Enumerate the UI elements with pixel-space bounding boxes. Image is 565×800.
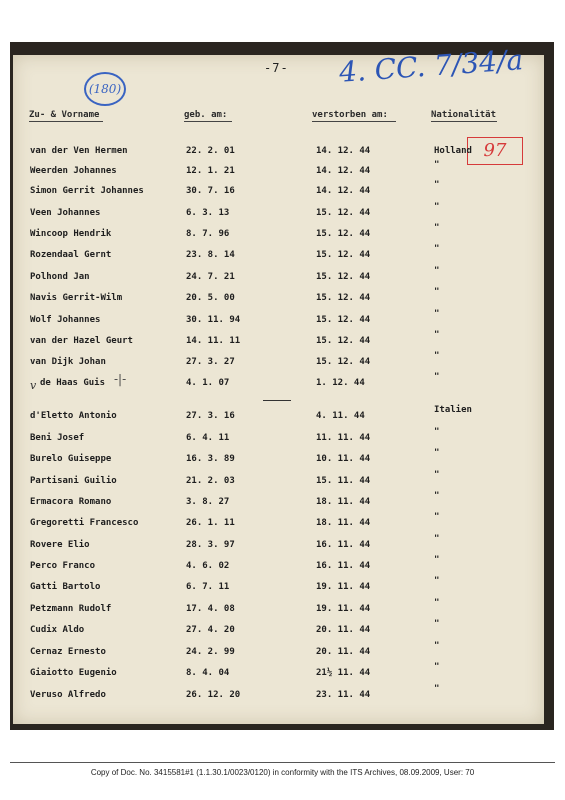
died-cell: 19. 11. 44 bbox=[316, 582, 371, 592]
died-cell: 15. 12. 44 bbox=[316, 293, 371, 303]
nationality-cell: " bbox=[434, 470, 440, 480]
died-cell: 15. 12. 44 bbox=[316, 336, 371, 346]
nationality-cell: " bbox=[434, 555, 440, 565]
name-cell: Cudix Aldo bbox=[30, 625, 85, 635]
name-cell: Gregoretti Francesco bbox=[30, 518, 139, 528]
name-cell: Giaiotto Eugenio bbox=[30, 668, 117, 678]
name-cell: Cernaz Ernesto bbox=[30, 647, 106, 657]
handwritten-archive-reference: 4. CC. 7/34/a bbox=[338, 43, 525, 89]
born-cell: 27. 4. 20 bbox=[186, 625, 235, 635]
died-cell: 10. 11. 44 bbox=[316, 454, 371, 464]
name-cell: Navis Gerrit-Wilm bbox=[30, 293, 123, 303]
died-cell: 15. 12. 44 bbox=[316, 272, 371, 282]
born-cell: 6. 7. 11 bbox=[186, 582, 230, 592]
name-cell: Perco Franco bbox=[30, 561, 96, 571]
name-cell: Beni Josef bbox=[30, 433, 85, 443]
section-divider bbox=[263, 400, 291, 401]
nationality-cell: " bbox=[434, 372, 440, 382]
name-cell: van der Hazel Geurt bbox=[30, 336, 133, 346]
died-cell: 15. 12. 44 bbox=[316, 357, 371, 367]
nationality-cell: " bbox=[434, 448, 440, 458]
name-cell: Petzmann Rudolf bbox=[30, 604, 112, 614]
born-cell: 26. 1. 11 bbox=[186, 518, 235, 528]
name-cell: Veen Johannes bbox=[30, 208, 101, 218]
nationality-cell: " bbox=[434, 180, 440, 190]
died-cell: 16. 11. 44 bbox=[316, 561, 371, 571]
born-cell: 8. 7. 96 bbox=[186, 229, 230, 239]
born-cell: 20. 5. 00 bbox=[186, 293, 235, 303]
born-cell: 26. 12. 20 bbox=[186, 690, 241, 700]
born-cell: 27. 3. 16 bbox=[186, 411, 235, 421]
born-cell: 23. 8. 14 bbox=[186, 250, 235, 260]
nationality-cell: " bbox=[434, 244, 440, 254]
name-cell: van Dijk Johan bbox=[30, 357, 106, 367]
name-cell: Wincoop Hendrik bbox=[30, 229, 112, 239]
nationality-cell: " bbox=[434, 330, 440, 340]
died-cell: 1. 12. 44 bbox=[316, 378, 365, 388]
nationality-cell: " bbox=[434, 287, 440, 297]
died-cell: 14. 12. 44 bbox=[316, 146, 371, 156]
born-cell: 24. 2. 99 bbox=[186, 647, 235, 657]
nationality-cell: Holland bbox=[434, 146, 472, 156]
header-nationality: Nationalität bbox=[431, 110, 497, 120]
born-cell: 16. 3. 89 bbox=[186, 454, 235, 464]
name-cell: van der Ven Hermen bbox=[30, 146, 128, 156]
name-cell: d'Eletto Antonio bbox=[30, 411, 117, 421]
margin-tick: -|- bbox=[114, 372, 127, 386]
name-cell: Simon Gerrit Johannes bbox=[30, 186, 144, 196]
nationality-cell: Italien bbox=[434, 405, 472, 415]
born-cell: 6. 4. 11 bbox=[186, 433, 230, 443]
died-cell: 15. 12. 44 bbox=[316, 208, 371, 218]
died-cell: 15. 12. 44 bbox=[316, 250, 371, 260]
nationality-cell: " bbox=[434, 351, 440, 361]
born-cell: 14. 11. 11 bbox=[186, 336, 241, 346]
born-cell: 12. 1. 21 bbox=[186, 166, 235, 176]
name-cell: Ermacora Romano bbox=[30, 497, 112, 507]
name-cell: Partisani Guilio bbox=[30, 476, 117, 486]
name-cell: Weerden Johannes bbox=[30, 166, 117, 176]
circled-number: (180) bbox=[84, 72, 126, 106]
born-cell: 22. 2. 01 bbox=[186, 146, 235, 156]
died-cell: 21½ 11. 44 bbox=[316, 668, 371, 678]
born-cell: 3. 8. 27 bbox=[186, 497, 230, 507]
page-number: -7- bbox=[264, 61, 289, 75]
margin-mark: v bbox=[30, 379, 37, 392]
died-cell: 11. 11. 44 bbox=[316, 433, 371, 443]
header-died: verstorben am: bbox=[312, 110, 388, 120]
born-cell: 4. 6. 02 bbox=[186, 561, 230, 571]
died-cell: 16. 11. 44 bbox=[316, 540, 371, 550]
nationality-cell: " bbox=[434, 266, 440, 276]
born-cell: 8. 4. 04 bbox=[186, 668, 230, 678]
born-cell: 17. 4. 08 bbox=[186, 604, 235, 614]
died-cell: 23. 11. 44 bbox=[316, 690, 371, 700]
footer-rule bbox=[10, 762, 555, 763]
red-box-number: 97 bbox=[467, 137, 523, 165]
name-cell: Gatti Bartolo bbox=[30, 582, 101, 592]
name-cell: Polhond Jan bbox=[30, 272, 90, 282]
nationality-cell: " bbox=[434, 662, 440, 672]
nationality-cell: " bbox=[434, 598, 440, 608]
name-cell: Rozendaal Gernt bbox=[30, 250, 112, 260]
nationality-cell: " bbox=[434, 160, 440, 170]
born-cell: 6. 3. 13 bbox=[186, 208, 230, 218]
nationality-cell: " bbox=[434, 223, 440, 233]
born-cell: 21. 2. 03 bbox=[186, 476, 235, 486]
died-cell: 19. 11. 44 bbox=[316, 604, 371, 614]
nationality-cell: " bbox=[434, 309, 440, 319]
name-cell: Veruso Alfredo bbox=[30, 690, 106, 700]
born-cell: 4. 1. 07 bbox=[186, 378, 230, 388]
born-cell: 30. 7. 16 bbox=[186, 186, 235, 196]
born-cell: 30. 11. 94 bbox=[186, 315, 241, 325]
born-cell: 28. 3. 97 bbox=[186, 540, 235, 550]
died-cell: 20. 11. 44 bbox=[316, 625, 371, 635]
died-cell: 18. 11. 44 bbox=[316, 518, 371, 528]
nationality-cell: " bbox=[434, 427, 440, 437]
name-cell: de Haas Guis bbox=[40, 378, 106, 388]
died-cell: 20. 11. 44 bbox=[316, 647, 371, 657]
nationality-cell: " bbox=[434, 491, 440, 501]
footer-text: Copy of Doc. No. 3415581#1 (1.1.30.1/0023/0120) in conformity with the ITS Archives, 08.09.2009, User: 70 bbox=[90, 768, 475, 777]
died-cell: 14. 12. 44 bbox=[316, 186, 371, 196]
nationality-cell: " bbox=[434, 512, 440, 522]
nationality-cell: " bbox=[434, 619, 440, 629]
header-born: geb. am: bbox=[184, 110, 228, 120]
nationality-cell: " bbox=[434, 202, 440, 212]
nationality-cell: " bbox=[434, 684, 440, 694]
born-cell: 27. 3. 27 bbox=[186, 357, 235, 367]
nationality-cell: " bbox=[434, 641, 440, 651]
name-cell: Rovere Elio bbox=[30, 540, 90, 550]
nationality-cell: " bbox=[434, 534, 440, 544]
died-cell: 15. 11. 44 bbox=[316, 476, 371, 486]
header-name: Zu- & Vorname bbox=[29, 110, 100, 120]
died-cell: 18. 11. 44 bbox=[316, 497, 371, 507]
born-cell: 24. 7. 21 bbox=[186, 272, 235, 282]
name-cell: Burelo Guiseppe bbox=[30, 454, 112, 464]
died-cell: 15. 12. 44 bbox=[316, 229, 371, 239]
died-cell: 15. 12. 44 bbox=[316, 315, 371, 325]
nationality-cell: " bbox=[434, 576, 440, 586]
died-cell: 14. 12. 44 bbox=[316, 166, 371, 176]
died-cell: 4. 11. 44 bbox=[316, 411, 365, 421]
name-cell: Wolf Johannes bbox=[30, 315, 101, 325]
